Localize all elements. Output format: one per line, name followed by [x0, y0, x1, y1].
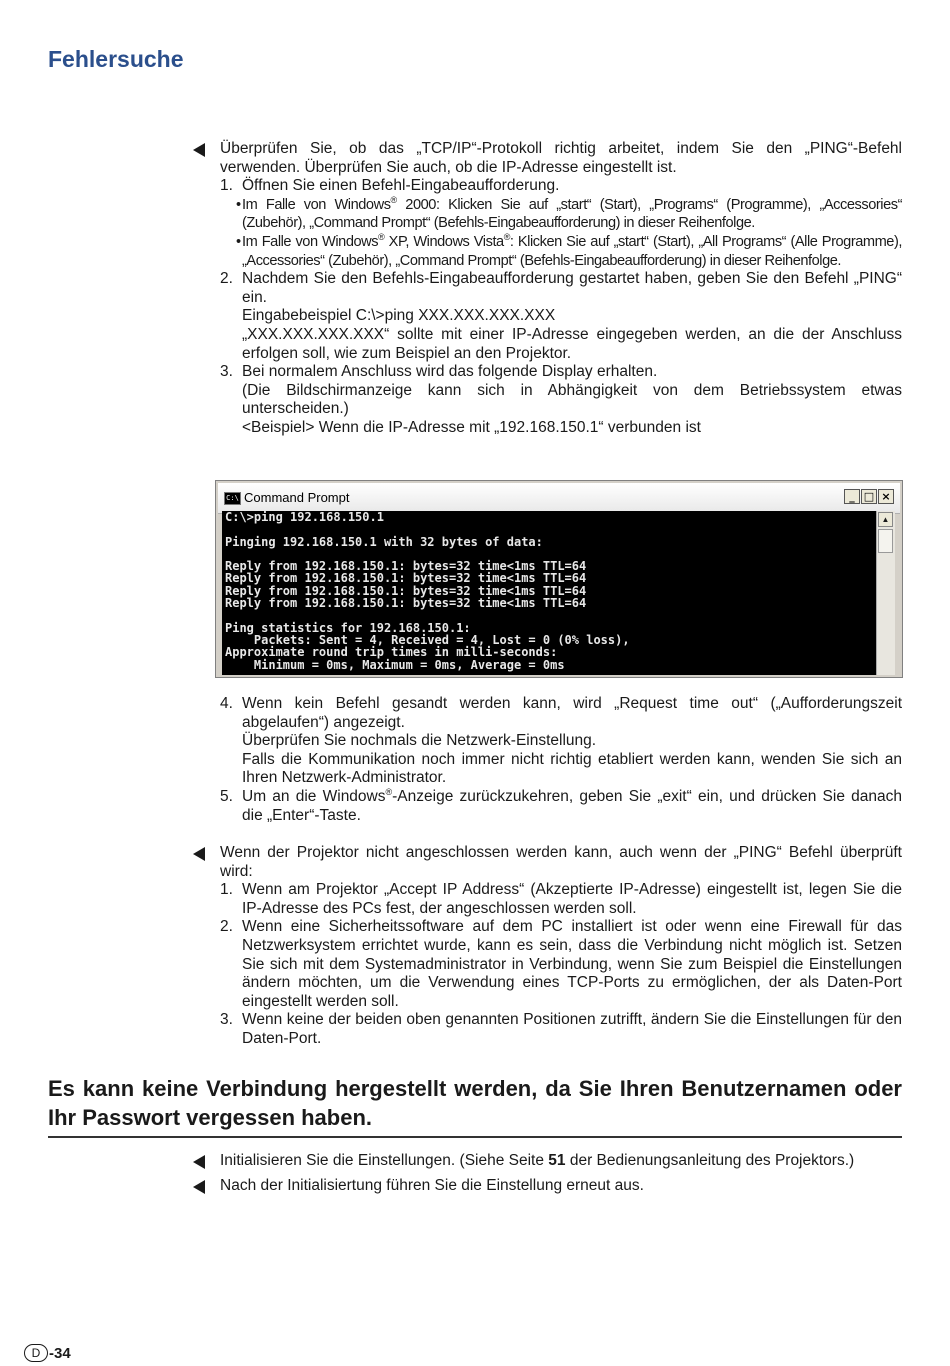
step-text: Um an die Windows®-Anzeige zurückzukehren, geben Sie „exit“ ein, und drücken Sie danach die „Enter“-Taste.	[242, 786, 902, 824]
step-text: Öffnen Sie einen Befehl-Eingabeaufforderung.	[242, 177, 560, 195]
scrollbar[interactable]	[876, 511, 895, 675]
sub-list	[236, 194, 902, 270]
reset-instruction: Initialisieren Sie die Einstellungen. (Siehe Seite 51 der Bedienungsanleitung des Projektors.)	[220, 1152, 855, 1169]
sub-text: Im Falle von Windows® XP, Windows Vista®: Klicken Sie auf „start“ (Start), „All Programs“ (Alle Programme), „Accessories“ (Zubehör), „Command Prompt“ (Befehls-Eingabeaufforderung) in dieser Reihenfolge.	[242, 232, 902, 269]
bullet-icon: •	[236, 196, 241, 213]
language-badge: D	[24, 1344, 48, 1362]
list-item	[220, 881, 902, 918]
ping-check-block	[193, 140, 902, 438]
minimize-icon[interactable]: _	[844, 489, 860, 504]
ping-steps-list-2	[220, 695, 902, 825]
list-item	[220, 177, 902, 270]
section-heading-password: Es kann keine Verbindung hergestellt werden, da Sie Ihren Benutzernamen oder Ihr Passwort vergessen haben.	[48, 1074, 902, 1138]
step-note: „XXX.XXX.XXX.XXX“ sollte mit einer IP-Adresse eingegeben werden, an die der Anschluss erfolgen soll, wie zum Beispiel an den Projektor.	[242, 325, 902, 362]
step-number: 4.	[220, 695, 233, 712]
projector-connect-intro: Wenn der Projektor nicht angeschlossen werden kann, auch wenn der „PING“ Befehl überprüft wird:	[220, 844, 902, 880]
reapply-instruction: Nach der Initialisiertung führen Sie die Einstellung erneut aus.	[220, 1176, 644, 1194]
step-text: Wenn kein Befehl gesandt werden kann, wird „Request time out“ („Aufforderungszeit abgelaufen“) angezeigt.	[242, 695, 902, 731]
ping-steps-continued	[193, 695, 902, 825]
projector-connect-block	[193, 844, 902, 1049]
section-title: Fehlersuche	[48, 46, 184, 72]
ping-check-item	[193, 140, 902, 438]
step-text: Bei normalem Anschluss wird das folgende Display erhalten.	[242, 363, 658, 381]
list-item	[236, 194, 902, 233]
ping-steps-list	[220, 177, 902, 437]
list-item	[220, 695, 902, 788]
console-screen	[222, 511, 882, 675]
step-text: Wenn am Projektor „Accept IP Address“ (Akzeptierte IP-Adresse) eingestellt ist, legen Sie die IP-Adresse des PCs fest, der angeschlossen werden soll.	[242, 881, 902, 917]
triangle-left-icon	[193, 1180, 205, 1194]
step-number: 1.	[220, 881, 233, 899]
step-example: <Beispiel> Wenn die IP-Adresse mit „192.168.150.1“ verbunden ist	[242, 418, 701, 436]
ping-check-intro: Überprüfen Sie, ob das „TCP/IP“-Protokoll richtig arbeitet, indem Sie den „PING“-Befehl verwenden. Überprüfen Sie auch, ob die IP-Adresse eingestellt ist.	[220, 140, 902, 176]
step-text: Wenn keine der beiden oben genannten Positionen zutrifft, ändern Sie die Einstellungen für den Daten-Port.	[242, 1011, 902, 1047]
list-item	[236, 232, 902, 270]
list-item	[220, 918, 902, 1011]
page-reference: 51	[548, 1152, 566, 1169]
window-title: Command Prompt	[244, 490, 350, 505]
page-footer	[24, 1344, 71, 1362]
window-titlebar	[218, 483, 900, 514]
list-item	[220, 270, 902, 363]
step-number: 1.	[220, 177, 233, 195]
ping-steps-continued-item	[193, 695, 902, 825]
close-icon[interactable]: ×	[878, 489, 894, 504]
step-text: Nachdem Sie den Befehls-Eingabeaufforderung gestartet haben, geben Sie den Befehl „PING“ ein.	[242, 270, 902, 306]
triangle-left-icon	[193, 847, 205, 861]
maximize-icon[interactable]: □	[861, 489, 877, 504]
step-note: Überprüfen Sie nochmals die Netzwerk-Einstellung.	[242, 732, 597, 750]
triangle-left-icon	[193, 1155, 205, 1169]
step-text: Wenn eine Sicherheitssoftware auf dem PC installiert ist oder wenn eine Firewall für das Netzwerksystem errichtet wurde, kann es sein, dass die Verbindung nicht möglich ist. Setzen Sie sich mit dem Systemadministrator in Verbindung, wenn Sie zum Beispiel die Einstellungen ändern möchten, um die Verwendung eines TCP-Ports zu ermöglichen, der als Daten-Port eingestellt werden soll.	[242, 918, 902, 1010]
list-item	[193, 1152, 902, 1171]
console-output: C:\>ping 192.168.150.1 Pinging 192.168.150.1 with 32 bytes of data: Reply from 192.168.150.1: bytes=32 time<1ms TTL=64 Reply from 192.168.150.1: bytes=32 time<1ms TTL=64 Reply from 192.168.150.1: bytes=32 time<1ms TTL=64 Reply from 192.168.150.1: bytes=32 time<1ms TTL=64 Ping statistics for 192.168.150.1: Packets: Sent = 4, Received = 4, Lost = 0 (0% loss), Approximate round trip times in milli-seconds: Minimum = 0ms, Maximum = 0ms, Average = 0ms	[225, 511, 630, 672]
step-number: 2.	[220, 270, 233, 288]
bullet-icon: •	[236, 233, 241, 250]
step-note: Falls die Kommunikation noch immer nicht richtig etabliert werden kann, wenden Sie sich an Ihren Netzwerk-Administrator.	[242, 750, 902, 787]
projector-steps-list	[220, 881, 902, 1048]
projector-connect-item	[193, 844, 902, 1049]
command-prompt-window	[215, 480, 903, 678]
reset-block	[193, 1152, 902, 1195]
step-number: 5.	[220, 787, 233, 805]
step-note: (Die Bildschirmanzeige kann sich in Abhängigkeit von dem Betriebssystem etwas unterscheiden.)	[242, 381, 902, 418]
step-number: 3.	[220, 1011, 233, 1029]
scroll-up-icon[interactable]: ▲	[878, 512, 893, 527]
step-example: Eingabebeispiel C:\>ping XXX.XXX.XXX.XXX	[242, 307, 556, 325]
sub-text: Im Falle von Windows® 2000: Klicken Sie auf „start“ (Start), „Programs“ (Programme), „Accessories“ (Zubehör), „Command Prompt“ (Befehls-Eingabeaufforderung) in dieser Reihenfolge.	[242, 194, 902, 232]
triangle-left-icon	[193, 143, 205, 157]
list-item	[220, 1011, 902, 1048]
step-number: 2.	[220, 918, 233, 936]
list-item	[220, 788, 902, 825]
scroll-thumb[interactable]	[878, 529, 893, 553]
window-controls	[844, 489, 894, 504]
page-number: -34	[49, 1344, 71, 1362]
list-item	[193, 1177, 902, 1196]
step-number: 3.	[220, 363, 233, 381]
console-icon: C:\	[224, 492, 241, 505]
list-item	[220, 363, 902, 437]
